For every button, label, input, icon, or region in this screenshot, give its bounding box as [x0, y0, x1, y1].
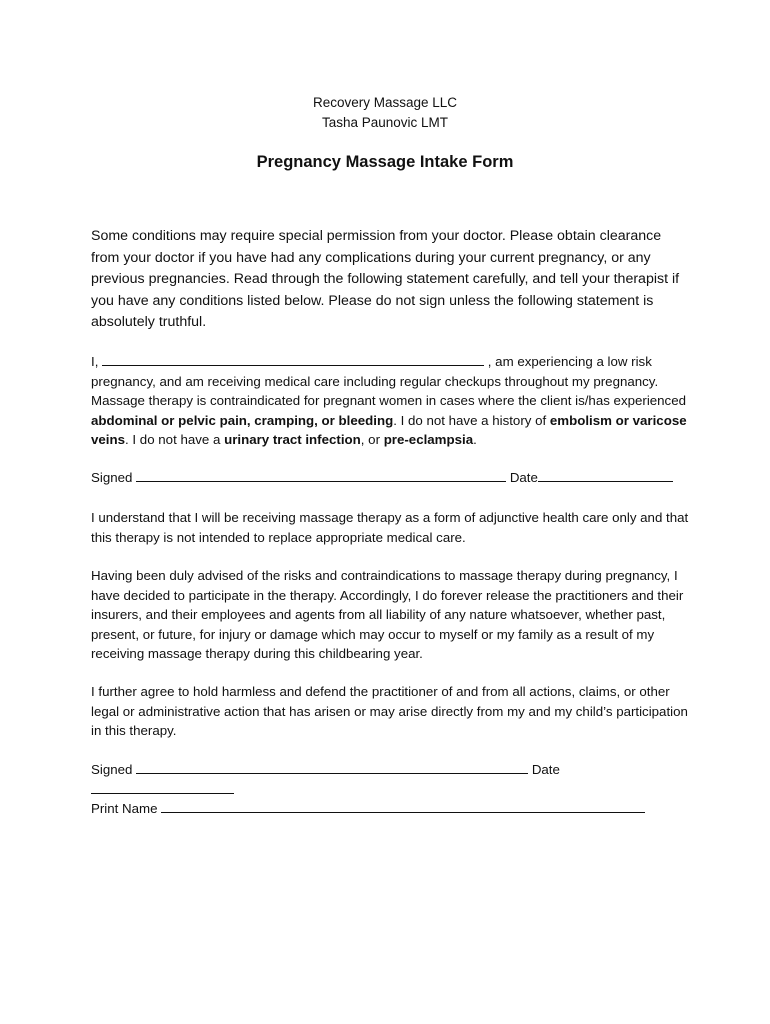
- statement-text-2: . I do not have a history of: [393, 412, 550, 428]
- client-name-line[interactable]: [102, 353, 484, 366]
- date-label-1: Date: [509, 470, 538, 485]
- release-paragraph: Having been duly advised of the risks and contraindications to massage therapy during pregnancy, I have decided to participate in the therapy. Accordingly, I do forever release the practitioners and their insurers, and their employees and agents from all liability of any nature whatsoever, whether past, present, or future, for injury or damage which may occur to myself or my family as a result of my receiving massage therapy during this childbearing year.: [91, 568, 684, 661]
- therapist-name: Tasha Paunovic LMT: [321, 115, 449, 130]
- hold-harmless-paragraph: I further agree to hold harmless and defend the practitioner of and from all actions, claims, or other legal or administrative action that has arisen or may arise directly from my and my child’s participation in this therapy.: [91, 684, 688, 738]
- signed-label-1: Signed: [91, 470, 133, 485]
- print-name-label: Print Name: [91, 801, 158, 816]
- signature-row-1: [91, 468, 691, 488]
- date-line-2[interactable]: [91, 781, 234, 794]
- letterhead: [0, 93, 770, 133]
- statement-prefix: I,: [91, 354, 99, 369]
- signature-line-2[interactable]: [136, 761, 528, 774]
- health-statement: [91, 352, 691, 450]
- statement-text-1: , am experiencing a low risk pregnancy, and am receiving medical care including regular checkups throughout my pregnancy. Massage therapy is contraindicated for pregnant women in cases where the client is/has experienced: [91, 354, 686, 408]
- statement-condition-4: pre-eclampsia: [383, 432, 474, 447]
- signature-row-2: [91, 760, 691, 799]
- print-name-line[interactable]: [161, 800, 645, 813]
- signature-line-1[interactable]: [136, 469, 506, 482]
- form-title: Pregnancy Massage Intake Form: [256, 153, 514, 171]
- date-label-2: Date: [531, 762, 560, 777]
- date-line-1[interactable]: [538, 469, 673, 482]
- intro-paragraph: Some conditions may require special permission from your doctor. Please obtain clearance from your doctor if you have had any complications during your current pregnancy, or any previous pregnancies. Read through the following statement carefully, and tell your therapist if you have any conditions listed below. Please do not sign unless the following statement is absolutely truthful.: [91, 228, 680, 330]
- statement-condition-2: embolism or varicose veins: [91, 412, 687, 447]
- business-name: Recovery Massage LLC: [312, 95, 458, 110]
- statement-text-5: .: [473, 432, 477, 447]
- understanding-paragraph: I understand that I will be receiving massage therapy as a form of adjunctive health care only and that this therapy is not intended to replace appropriate medical care.: [91, 510, 689, 545]
- statement-text-3: . I do not have a: [125, 432, 225, 447]
- statement-text-4: , or: [360, 432, 384, 447]
- statement-condition-3: urinary tract infection: [224, 432, 361, 447]
- print-name-row: [91, 799, 691, 819]
- signed-label-2: Signed: [91, 762, 133, 777]
- statement-condition-1: abdominal or pelvic pain, cramping, or bleeding: [91, 412, 394, 428]
